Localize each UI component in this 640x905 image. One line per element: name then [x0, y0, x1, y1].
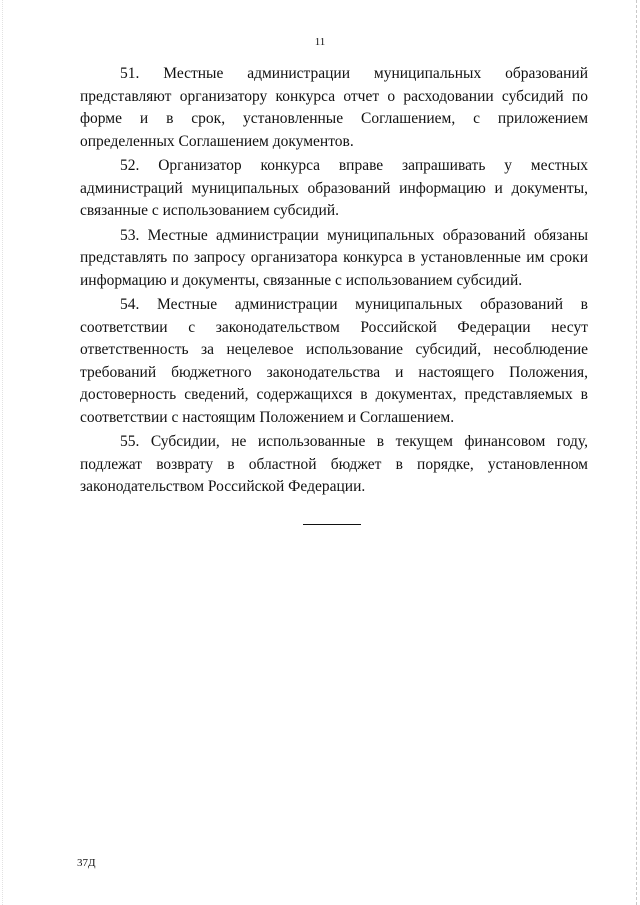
paragraph-52: 52. Организатор конкурса вправе запрашивать у местных администраций муниципальных образований информацию и документы, связанные с использованием субсидий. — [80, 157, 588, 219]
scan-edge-right — [636, 0, 637, 905]
scan-edge-left — [2, 0, 3, 905]
paragraph-53: 53. Местные администрации муниципальных образований обязаны представлять по запросу организатора конкурса в установленные им сроки информацию и документы, связанные с использованием субсидий. — [80, 226, 588, 289]
document-body — [80, 63, 588, 501]
end-divider — [303, 524, 361, 525]
paragraph-54: 54. Местные администрации муниципальных образований в соответствии с законодательством Российской Федерации несут ответственность за нецелевое использование субсидий, несоблюдение требований бюджетного законодательства и настоящего Положения, достоверность сведений, содержащихся в документах, представляемых в соответствии с настоящим Положением и Соглашением. — [80, 296, 588, 426]
document-code: 37Д — [77, 857, 96, 869]
paragraph-55: 55. Субсидии, не использованные в текущем финансовом году, подлежат возврату в областной бюджет в порядке, установленном законодательством Российской Федерации. — [80, 433, 588, 495]
paragraph-51: 51. Местные администрации муниципальных образований представляют организатору конкурса отчет о расходовании субсидий по форме и в срок, установленные Соглашением, с приложением определенных Соглашением документов. — [80, 65, 588, 150]
page-number: 11 — [314, 36, 326, 48]
